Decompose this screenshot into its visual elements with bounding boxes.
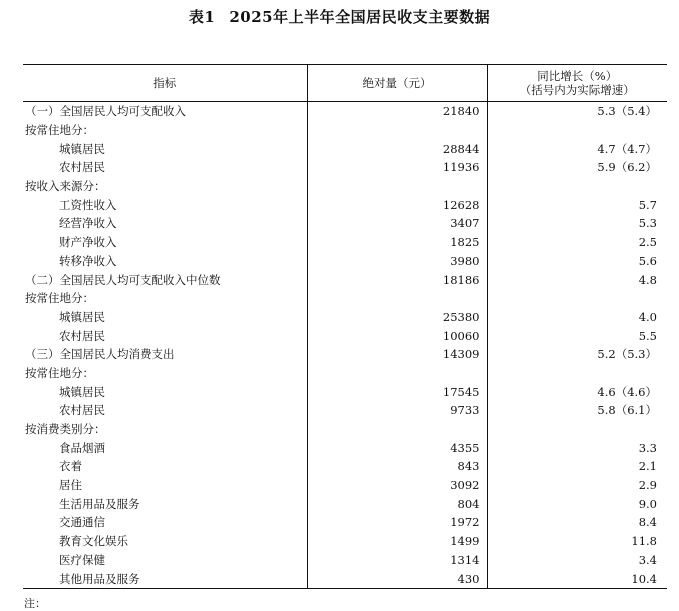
absolute-value-cell: 28844 bbox=[307, 139, 487, 158]
header-growth-line2: （括号内为实际增速） bbox=[519, 83, 635, 97]
indicator-cell: （三）全国居民人均消费支出 bbox=[25, 347, 175, 362]
absolute-value-cell: 12628 bbox=[307, 195, 487, 214]
indicator-cell: 生活用品及服务 bbox=[59, 496, 140, 511]
growth-cell bbox=[487, 121, 667, 140]
indicator-cell: 衣着 bbox=[59, 459, 82, 474]
growth-cell bbox=[487, 364, 667, 383]
table-row bbox=[23, 513, 667, 532]
table-row bbox=[23, 457, 667, 476]
indicator-cell: 按常住地分： bbox=[25, 291, 94, 306]
absolute-value-cell bbox=[307, 289, 487, 308]
absolute-value-cell bbox=[307, 420, 487, 439]
absolute-value-cell: 18186 bbox=[307, 270, 487, 289]
table-row bbox=[23, 233, 667, 252]
table-row bbox=[23, 326, 667, 345]
table-row bbox=[23, 214, 667, 233]
table-row bbox=[23, 438, 667, 457]
header-indicator: 指标 bbox=[23, 65, 307, 102]
indicator-cell: 工资性收入 bbox=[59, 197, 117, 212]
indicator-cell: 农村居民 bbox=[59, 328, 105, 343]
absolute-value-cell: 1499 bbox=[307, 532, 487, 551]
growth-cell bbox=[487, 289, 667, 308]
indicator-cell: 按常住地分： bbox=[25, 365, 94, 380]
table-title-text: 2025年上半年全国居民收支主要数据 bbox=[229, 8, 491, 26]
growth-cell: 5.3（5.4） bbox=[597, 104, 657, 119]
growth-cell: 2.5 bbox=[638, 235, 657, 250]
indicator-cell: 食品烟酒 bbox=[59, 440, 105, 455]
table-row bbox=[23, 121, 667, 140]
indicator-cell: 城镇居民 bbox=[59, 384, 105, 399]
table-body bbox=[23, 102, 667, 589]
growth-cell: 5.7 bbox=[638, 197, 657, 212]
absolute-value-cell: 3407 bbox=[307, 214, 487, 233]
indicator-cell: 居住 bbox=[59, 478, 82, 493]
indicator-cell: （二）全国居民人均可支配收入中位数 bbox=[25, 272, 221, 287]
table-note: 注： bbox=[24, 597, 46, 610]
table-row bbox=[23, 532, 667, 551]
table-row bbox=[23, 158, 667, 177]
table-row bbox=[23, 494, 667, 513]
table-row bbox=[23, 289, 667, 308]
table-row bbox=[23, 401, 667, 420]
indicator-cell: 城镇居民 bbox=[59, 141, 105, 156]
indicator-cell: 城镇居民 bbox=[59, 309, 105, 324]
table-row bbox=[23, 308, 667, 327]
growth-cell bbox=[487, 177, 667, 196]
absolute-value-cell: 3980 bbox=[307, 252, 487, 271]
growth-cell: 9.0 bbox=[638, 496, 657, 511]
growth-cell: 4.7（4.7） bbox=[597, 141, 657, 156]
indicator-cell: 其他用品及服务 bbox=[23, 569, 307, 588]
growth-cell bbox=[487, 420, 667, 439]
growth-cell: 11.8 bbox=[631, 534, 657, 549]
absolute-value-cell: 843 bbox=[307, 457, 487, 476]
growth-cell: 2.1 bbox=[638, 459, 657, 474]
growth-cell: 3.3 bbox=[638, 440, 657, 455]
absolute-value-cell bbox=[307, 121, 487, 140]
growth-cell: 5.8（6.1） bbox=[597, 403, 657, 418]
growth-cell: 5.2（5.3） bbox=[597, 347, 657, 362]
absolute-value-cell: 11936 bbox=[307, 158, 487, 177]
indicator-cell: 转移净收入 bbox=[59, 253, 117, 268]
table-title bbox=[0, 6, 679, 27]
absolute-value-cell: 804 bbox=[307, 494, 487, 513]
table-row bbox=[23, 364, 667, 383]
absolute-value-cell: 10060 bbox=[307, 326, 487, 345]
table-row bbox=[23, 177, 667, 196]
table-row bbox=[23, 252, 667, 271]
absolute-value-cell: 9733 bbox=[307, 401, 487, 420]
indicator-cell: （一）全国居民人均可支配收入 bbox=[25, 104, 186, 119]
table-row bbox=[23, 476, 667, 495]
table-row bbox=[23, 139, 667, 158]
indicator-cell: 农村居民 bbox=[59, 160, 105, 175]
absolute-value-cell: 14309 bbox=[307, 345, 487, 364]
header-growth bbox=[487, 65, 667, 102]
header-absolute-value: 绝对量（元） bbox=[307, 65, 487, 102]
growth-cell: 2.9 bbox=[638, 478, 657, 493]
absolute-value-cell: 430 bbox=[307, 569, 487, 588]
absolute-value-cell bbox=[307, 177, 487, 196]
growth-cell: 4.8 bbox=[638, 272, 657, 287]
income-expenditure-table bbox=[23, 64, 667, 589]
absolute-value-cell: 1314 bbox=[307, 551, 487, 570]
absolute-value-cell: 4355 bbox=[307, 438, 487, 457]
table-row bbox=[23, 420, 667, 439]
indicator-cell: 按消费类别分： bbox=[25, 422, 106, 437]
growth-cell: 5.9（6.2） bbox=[597, 160, 657, 175]
indicator-cell: 经营净收入 bbox=[59, 216, 117, 231]
absolute-value-cell: 3092 bbox=[307, 476, 487, 495]
indicator-cell: 教育文化娱乐 bbox=[59, 534, 128, 549]
table-row bbox=[23, 569, 667, 588]
table-row bbox=[23, 345, 667, 364]
data-table-container bbox=[23, 64, 667, 589]
growth-cell: 4.6（4.6） bbox=[597, 384, 657, 399]
absolute-value-cell: 17545 bbox=[307, 382, 487, 401]
growth-cell: 10.4 bbox=[487, 569, 667, 588]
growth-cell: 5.3 bbox=[638, 216, 657, 231]
table-row bbox=[23, 195, 667, 214]
table-row bbox=[23, 382, 667, 401]
table-header bbox=[23, 65, 667, 102]
table-number: 表1 bbox=[188, 8, 216, 26]
indicator-cell: 财产净收入 bbox=[59, 235, 117, 250]
indicator-cell: 交通通信 bbox=[59, 515, 105, 530]
indicator-cell: 按常住地分： bbox=[25, 123, 94, 138]
indicator-cell: 医疗保健 bbox=[59, 552, 105, 567]
indicator-cell: 农村居民 bbox=[59, 403, 105, 418]
absolute-value-cell bbox=[307, 364, 487, 383]
growth-cell: 3.4 bbox=[638, 552, 657, 567]
table-row bbox=[23, 270, 667, 289]
absolute-value-cell: 21840 bbox=[307, 102, 487, 121]
growth-cell: 5.6 bbox=[638, 253, 657, 268]
growth-cell: 4.0 bbox=[638, 309, 657, 324]
absolute-value-cell: 1825 bbox=[307, 233, 487, 252]
absolute-value-cell: 25380 bbox=[307, 308, 487, 327]
growth-cell: 5.5 bbox=[638, 328, 657, 343]
indicator-cell: 按收入来源分： bbox=[25, 179, 106, 194]
table-row bbox=[23, 551, 667, 570]
header-growth-line1: 同比增长（%） bbox=[537, 69, 618, 83]
absolute-value-cell: 1972 bbox=[307, 513, 487, 532]
growth-cell: 8.4 bbox=[638, 515, 657, 530]
table-row bbox=[23, 102, 667, 121]
